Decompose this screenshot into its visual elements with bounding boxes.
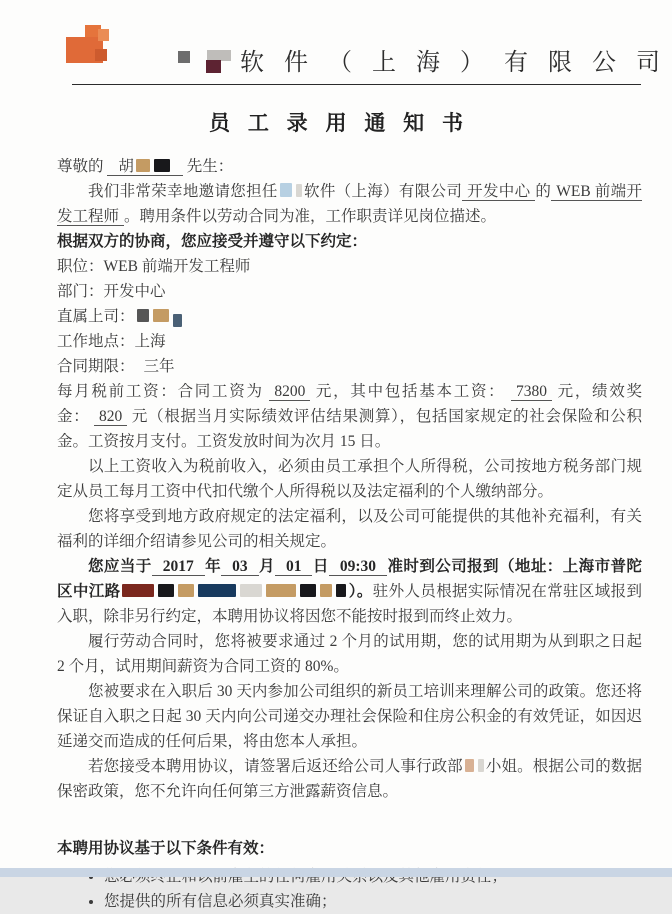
field-value: WEB 前端开发工程师 bbox=[103, 258, 251, 275]
field-department bbox=[57, 279, 642, 304]
redaction-block bbox=[178, 51, 190, 63]
redaction-block bbox=[173, 314, 182, 327]
redaction-block bbox=[280, 183, 292, 197]
bottom-strip bbox=[0, 868, 672, 877]
salutation-line bbox=[57, 154, 642, 179]
salary-paragraph: 每月税前工资：合同工资为 8200 元，其中包括基本工资： 7380 元，绩效奖金： 820 元（根据当月实际绩效评估结果测算），包括国家规定的社会保险和公积金。工资按月支付。工资发放时间为次月 15 日。 bbox=[57, 383, 643, 450]
field-supervisor bbox=[57, 304, 642, 329]
logo-block bbox=[98, 29, 109, 41]
redaction-block bbox=[465, 759, 474, 772]
welfare-paragraph: 您将享受到地方政府规定的法定福利，以及公司可能提供的其他补充福利，有关福利的详细介绍请参见公司的相关规定。 bbox=[57, 508, 642, 550]
list-item: • 您提供的所有信息必须真实准确； bbox=[104, 889, 642, 914]
field-contract-term bbox=[57, 354, 642, 379]
header-divider bbox=[72, 84, 641, 85]
acceptance-paragraph: 若您接受本聘用协议，请签署后返还给公司人事行政部 小姐。根据公司的数据保密政策，您不允许向任何第三方泄露薪资信息。 bbox=[57, 758, 642, 800]
redaction-block bbox=[206, 60, 221, 73]
redaction-block bbox=[198, 584, 236, 597]
field-value: 三年 bbox=[143, 358, 175, 375]
field-value: 上海 bbox=[134, 333, 166, 350]
field-label: 职位： bbox=[57, 258, 104, 275]
recipient-name: 胡 bbox=[107, 158, 183, 176]
redaction-block bbox=[136, 159, 150, 172]
company-header bbox=[178, 42, 667, 76]
bonus-underlined: 820 bbox=[94, 408, 127, 426]
probation-paragraph: 履行劳动合同时，您将被要求通过 2 个月的试用期，您的试用期为从到职之日起 2 个月，试用期间薪资为合同工资的 80%。 bbox=[57, 633, 642, 675]
redaction-block bbox=[158, 584, 174, 597]
conditions-heading: 本聘用协议基于以下条件有效： bbox=[57, 840, 275, 857]
redaction-block bbox=[266, 584, 296, 597]
redacted-company-name bbox=[178, 44, 230, 74]
contract-wage-underlined: 8200 bbox=[269, 383, 310, 401]
report-month-underlined: 03 bbox=[221, 558, 259, 576]
redaction-block bbox=[122, 584, 154, 597]
agreement-heading: 根据双方的协商，您应接受并遵守以下约定： bbox=[57, 233, 368, 250]
salutation-prefix: 尊敬的 bbox=[57, 158, 104, 175]
redaction-block bbox=[178, 584, 194, 597]
field-location bbox=[57, 329, 642, 354]
redaction-block bbox=[300, 584, 316, 597]
invitation-paragraph: 我们非常荣幸地邀请您担任 软件（上海）有限公司 开发中心 的 WEB 前端开发工程师 。聘用条件以劳动合同为准，工作职责详见岗位描述。 bbox=[57, 183, 642, 225]
redaction-block bbox=[137, 309, 149, 322]
report-year-underlined: 2017 bbox=[152, 558, 205, 576]
redaction-block bbox=[240, 584, 262, 597]
report-time-underlined: 09:30 bbox=[329, 558, 387, 576]
redacted-hr-name bbox=[463, 758, 486, 775]
redaction-block bbox=[478, 759, 484, 772]
redaction-block bbox=[154, 159, 170, 172]
job-title-underlined: WEB 前端开发工程师 bbox=[57, 183, 642, 225]
field-label: 部门： bbox=[57, 283, 104, 300]
redaction-block bbox=[336, 584, 346, 597]
report-day-underlined: 01 bbox=[275, 558, 313, 576]
field-label: 工作地点： bbox=[57, 333, 135, 350]
field-label: 合同期限： bbox=[57, 358, 135, 375]
redacted-address bbox=[120, 583, 348, 600]
document-title: 员 工 录 用 通 知 书 bbox=[208, 112, 469, 135]
field-position bbox=[57, 254, 642, 279]
field-label: 直属上司： bbox=[57, 308, 135, 325]
company-logo-icon bbox=[62, 24, 114, 64]
field-value: 开发中心 bbox=[103, 283, 166, 300]
letter-body bbox=[57, 154, 642, 914]
department-underlined: 开发中心 bbox=[462, 183, 535, 201]
company-name: 软 件 （ 上 海 ） 有 限 公 司 bbox=[240, 49, 667, 76]
report-paragraph: 您应当于 2017 年 03 月 01 日 09:30 准时到公司报到（地址：上海市普陀区中江路 ）。驻外人员根据实际情况在常驻区域报到入职，除非另行约定，本聘用协议将因您不能按时报到而终止效力。 bbox=[57, 558, 642, 625]
training-paragraph: 您被要求在入职后 30 天内参加公司组织的新员工培训来理解公司的政策。您还将保证自入职之日起 30 天内向公司递交办理社会保险和住房公积金的有效凭证，如因迟延递交而造成的任何后果，将由您本人承担。 bbox=[57, 683, 642, 750]
logo-block bbox=[95, 49, 107, 61]
salutation-suffix: 先生： bbox=[186, 158, 234, 175]
redaction-block bbox=[320, 584, 332, 597]
tax-paragraph: 以上工资收入为税前收入，必须由员工承担个人所得税，公司按地方税务部门规定从员工每月工资中代扣代缴个人所得税以及法定福利的个人缴纳部分。 bbox=[57, 458, 642, 500]
base-wage-underlined: 7380 bbox=[511, 383, 552, 401]
redaction-block bbox=[296, 184, 302, 197]
redacted-supervisor-name bbox=[135, 308, 184, 325]
redaction-block bbox=[153, 309, 169, 322]
